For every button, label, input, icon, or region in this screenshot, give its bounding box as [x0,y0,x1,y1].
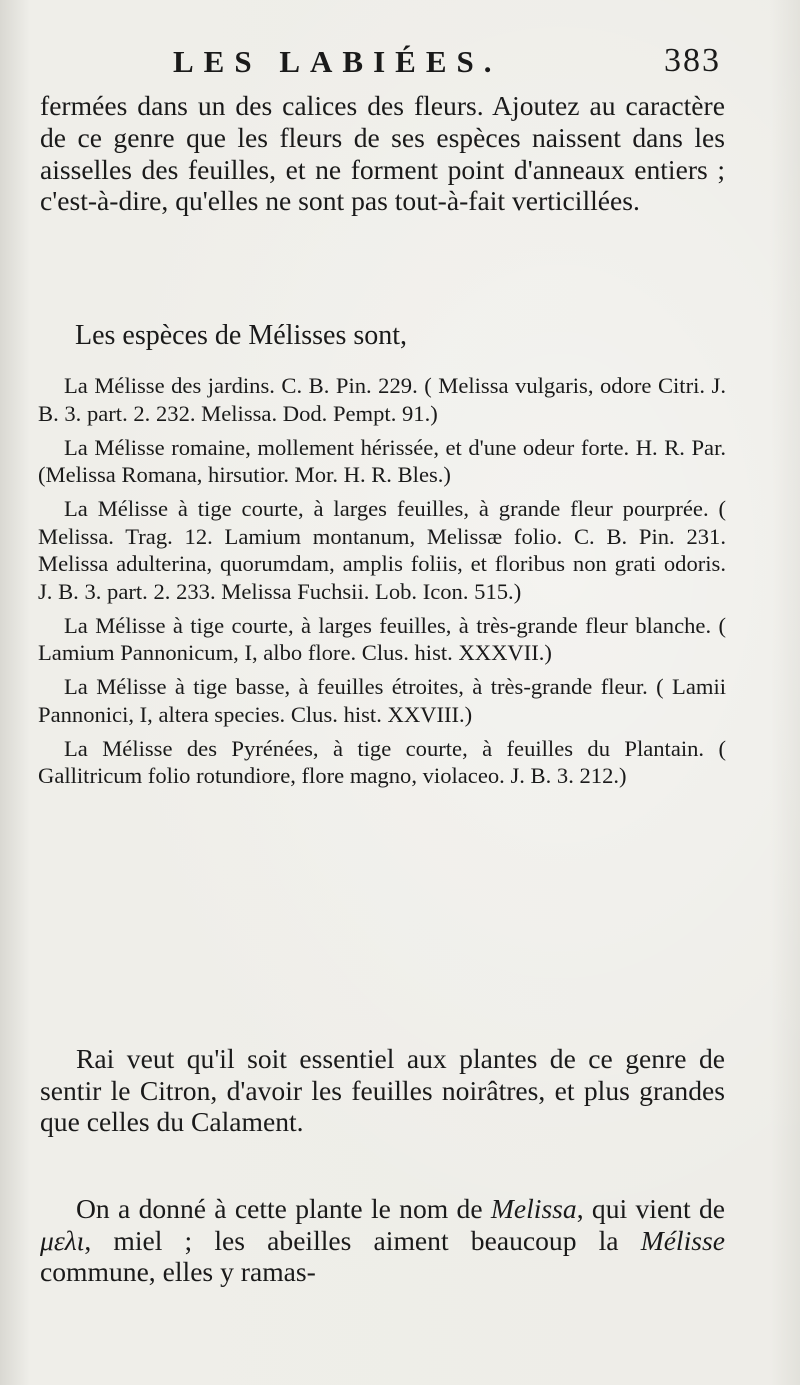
melissa-text [40,1193,725,1288]
section-heading: Les espèces de Mélisses sont, [75,320,408,351]
species-entry: La Mélisse à tige basse, à feuilles étroites, à très-grande fleur. ( Lamii Pannonici, I, altera species. Clus. hist. XXVIII.) [38,674,726,727]
page-number: 383 [664,42,721,79]
running-title: LES LABIÉES. [173,44,502,79]
species-entry: La Mélisse à tige courte, à larges feuilles, à grande fleur pourprée. ( Melissa. Trag. 12. Lamium montanum, Melissæ folio. C. B. Pin. 231. Melissa adulterina, quorumdam, amplis foliis, et floribus non grati odoris. J. B. 3. part. 2. 233. Melissa Fuchsii. Lob. Icon. 515.) [38,496,726,604]
melissa-text-mid2: , miel ; les abeilles aiment beaucoup la [84,1224,641,1256]
intro-text: fermées dans un des calices des fleurs. Ajoutez au caractère de ce genre que les fleurs de ses espèces naissent dans les aisselles des feuilles, et ne forment point d'anneaux entiers ; c'est-à-dire, qu'elles ne sont pas tout-à-fait verticillées. [40,90,725,217]
melissa-text-start: On a donné à cette plante le nom de [76,1193,491,1224]
melissa-text-end: commune, elles y ramas- [40,1256,316,1287]
species-entry: La Mélisse des Pyrénées, à tige courte, à feuilles du Plantain. ( Gallitricum folio rotundiore, flore magno, violaceo. J. B. 3. 212.) [38,735,726,788]
species-list [38,372,726,796]
species-entry: La Mélisse romaine, mollement hérissée, et d'une odeur forte. H. R. Par. (Melissa Romana, hirsutior. Mor. H. R. Bles.) [38,434,726,487]
melissa-paragraph [40,1193,725,1288]
species-entry: La Mélisse des jardins. C. B. Pin. 229. ( Melissa vulgaris, odore Citri. J. B. 3. part. 2. 232. Melissa. Dod. Pempt. 91.) [38,373,726,426]
rai-text: Rai veut qu'il soit essentiel aux plantes de ce genre de sentir le Citron, d'avoir les feuilles noirâtres, et plus grandes que celles du Calament. [40,1043,725,1137]
rai-paragraph [40,1043,725,1138]
greek-word: μελι [40,1224,85,1256]
page-header [165,42,725,92]
melisse-italic-name: Mélisse [640,1224,725,1256]
intro-paragraph [40,90,725,217]
melissa-italic-name: Melissa [490,1193,577,1224]
species-entry: La Mélisse à tige courte, à larges feuilles, à très-grande fleur blanche. ( Lamium Pannonicum, I, albo flore. Clus. hist. XXXVII.) [38,612,726,665]
melissa-text-mid1: , qui vient de [576,1193,725,1224]
